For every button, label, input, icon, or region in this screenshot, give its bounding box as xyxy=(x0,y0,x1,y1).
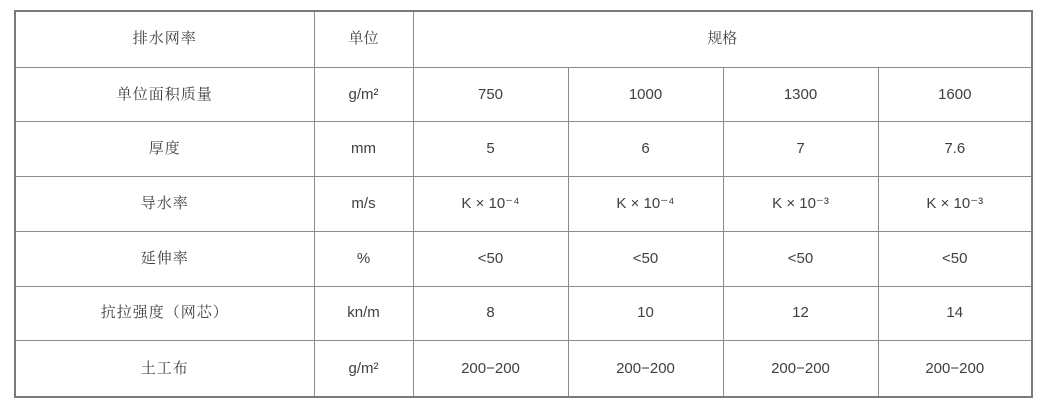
row-label-cell: 导水率 xyxy=(15,177,314,232)
value-cell: 1000 xyxy=(568,67,723,122)
value-cell: 7 xyxy=(723,122,878,177)
unit-cell: m/s xyxy=(314,177,413,232)
header-row xyxy=(15,11,1032,67)
value-cell: 200−200 xyxy=(723,341,878,397)
value-cell: K × 10⁻³ xyxy=(723,177,878,232)
value-cell: 5 xyxy=(413,122,568,177)
row-label-cell: 土工布 xyxy=(15,341,314,397)
value-cell: K × 10⁻⁴ xyxy=(568,177,723,232)
value-cell: 200−200 xyxy=(568,341,723,397)
value-cell: 1600 xyxy=(878,67,1032,122)
row-label-cell: 单位面积质量 xyxy=(15,67,314,122)
table-row xyxy=(15,67,1032,122)
table-row xyxy=(15,286,1032,341)
table-row xyxy=(15,122,1032,177)
value-cell: K × 10⁻³ xyxy=(878,177,1032,232)
value-cell: <50 xyxy=(878,231,1032,286)
value-cell: 14 xyxy=(878,286,1032,341)
value-cell: <50 xyxy=(413,231,568,286)
value-cell: 10 xyxy=(568,286,723,341)
table-row xyxy=(15,177,1032,232)
value-cell: 750 xyxy=(413,67,568,122)
drainage-net-spec-table xyxy=(14,10,1033,398)
unit-cell: g/m² xyxy=(314,341,413,397)
value-cell: 1300 xyxy=(723,67,878,122)
unit-cell: g/m² xyxy=(314,67,413,122)
value-cell: 200−200 xyxy=(413,341,568,397)
row-label-cell: 延伸率 xyxy=(15,231,314,286)
value-cell: 8 xyxy=(413,286,568,341)
row-label-cell: 厚度 xyxy=(15,122,314,177)
value-cell: 12 xyxy=(723,286,878,341)
unit-cell: kn/m xyxy=(314,286,413,341)
unit-cell: % xyxy=(314,231,413,286)
table-row xyxy=(15,341,1032,397)
value-cell: 7.6 xyxy=(878,122,1032,177)
unit-cell: mm xyxy=(314,122,413,177)
table-row xyxy=(15,231,1032,286)
row-label-cell: 抗拉强度（网芯） xyxy=(15,286,314,341)
value-cell: K × 10⁻⁴ xyxy=(413,177,568,232)
header-unit-cell: 单位 xyxy=(314,11,413,67)
header-spec-cell: 规格 xyxy=(413,11,1032,67)
value-cell: 200−200 xyxy=(878,341,1032,397)
header-parameter-cell: 排水网率 xyxy=(15,11,314,67)
value-cell: <50 xyxy=(568,231,723,286)
value-cell: <50 xyxy=(723,231,878,286)
value-cell: 6 xyxy=(568,122,723,177)
